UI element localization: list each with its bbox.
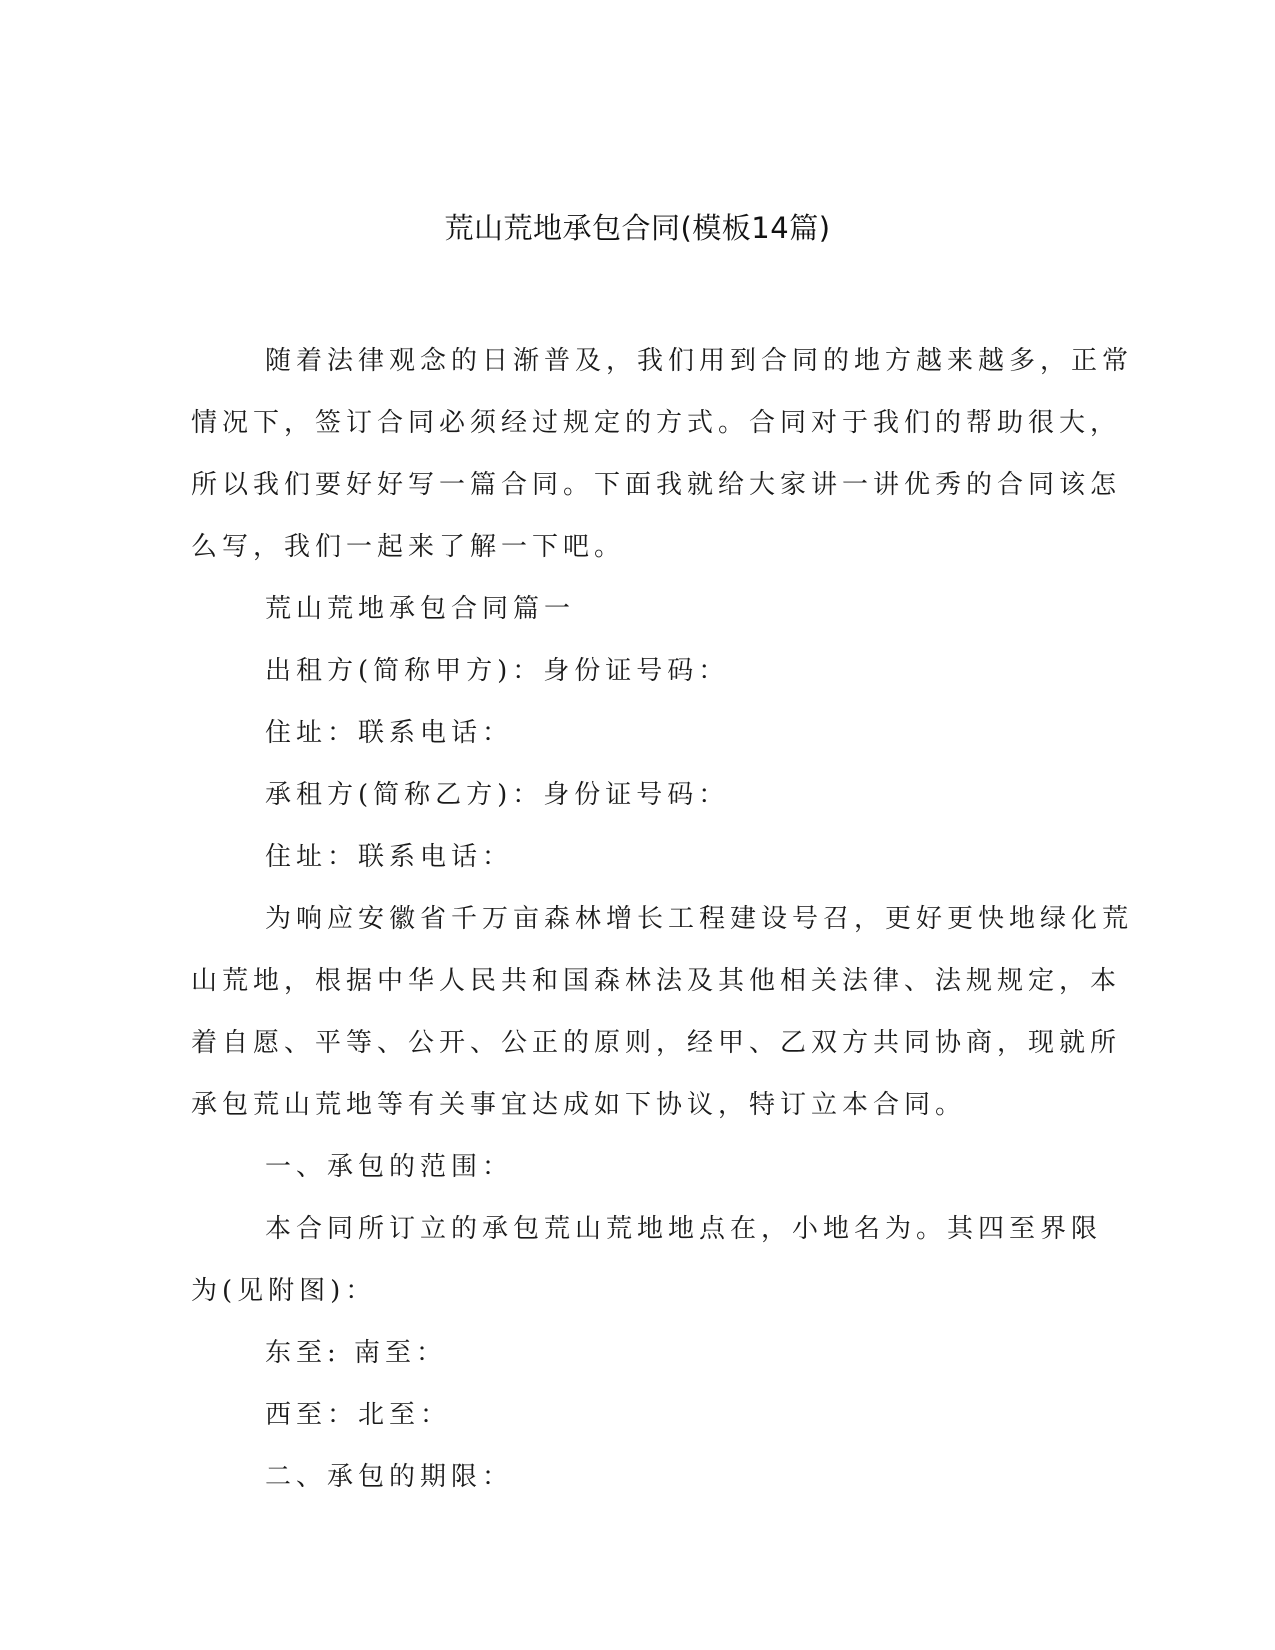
- paragraph-line: 么写，我们一起来了解一下吧。: [191, 532, 626, 562]
- boundary-line: 东至: 南至：: [265, 1338, 448, 1368]
- clause-heading: 二、承包的期限：: [265, 1462, 514, 1492]
- boundary-line: 西至：北至：: [265, 1400, 452, 1430]
- paragraph-line: 为响应安徽省千万亩森林增长工程建设号召，更好更快地绿化荒: [265, 904, 1134, 934]
- paragraph-line: 所以我们要好好写一篇合同。下面我就给大家讲一讲优秀的合同该怎: [191, 470, 1122, 500]
- section-heading: 荒山荒地承包合同篇一: [265, 594, 576, 624]
- clause-heading: 一、承包的范围：: [265, 1152, 514, 1182]
- paragraph-line: 着自愿、平等、公开、公正的原则，经甲、乙双方共同协商，现就所: [191, 1028, 1122, 1058]
- party-b-address-line: 住址：联系电话：: [265, 842, 514, 872]
- paragraph-line: 情况下，签订合同必须经过规定的方式。合同对于我们的帮助很大，: [191, 408, 1122, 438]
- paragraph-line: 随着法律观念的日渐普及，我们用到合同的地方越来越多，正常: [265, 346, 1134, 376]
- document-body: [191, 330, 1134, 1508]
- paragraph-line: 承包荒山荒地等有关事宜达成如下协议，特订立本合同。: [191, 1090, 967, 1120]
- party-a-address-line: 住址：联系电话：: [265, 718, 514, 748]
- paragraph-line: 为(见附图)：: [191, 1276, 377, 1306]
- paragraph-line: 本合同所订立的承包荒山荒地地点在，小地名为。其四至界限: [265, 1214, 1103, 1244]
- party-a-line: 出租方(简称甲方)：身份证号码：: [265, 656, 730, 686]
- document-title: 荒山荒地承包合同(模板14篇): [444, 211, 831, 245]
- party-b-line: 承租方(简称乙方)：身份证号码：: [265, 780, 730, 810]
- paragraph-line: 山荒地，根据中华人民共和国森林法及其他相关法律、法规规定，本: [191, 966, 1122, 996]
